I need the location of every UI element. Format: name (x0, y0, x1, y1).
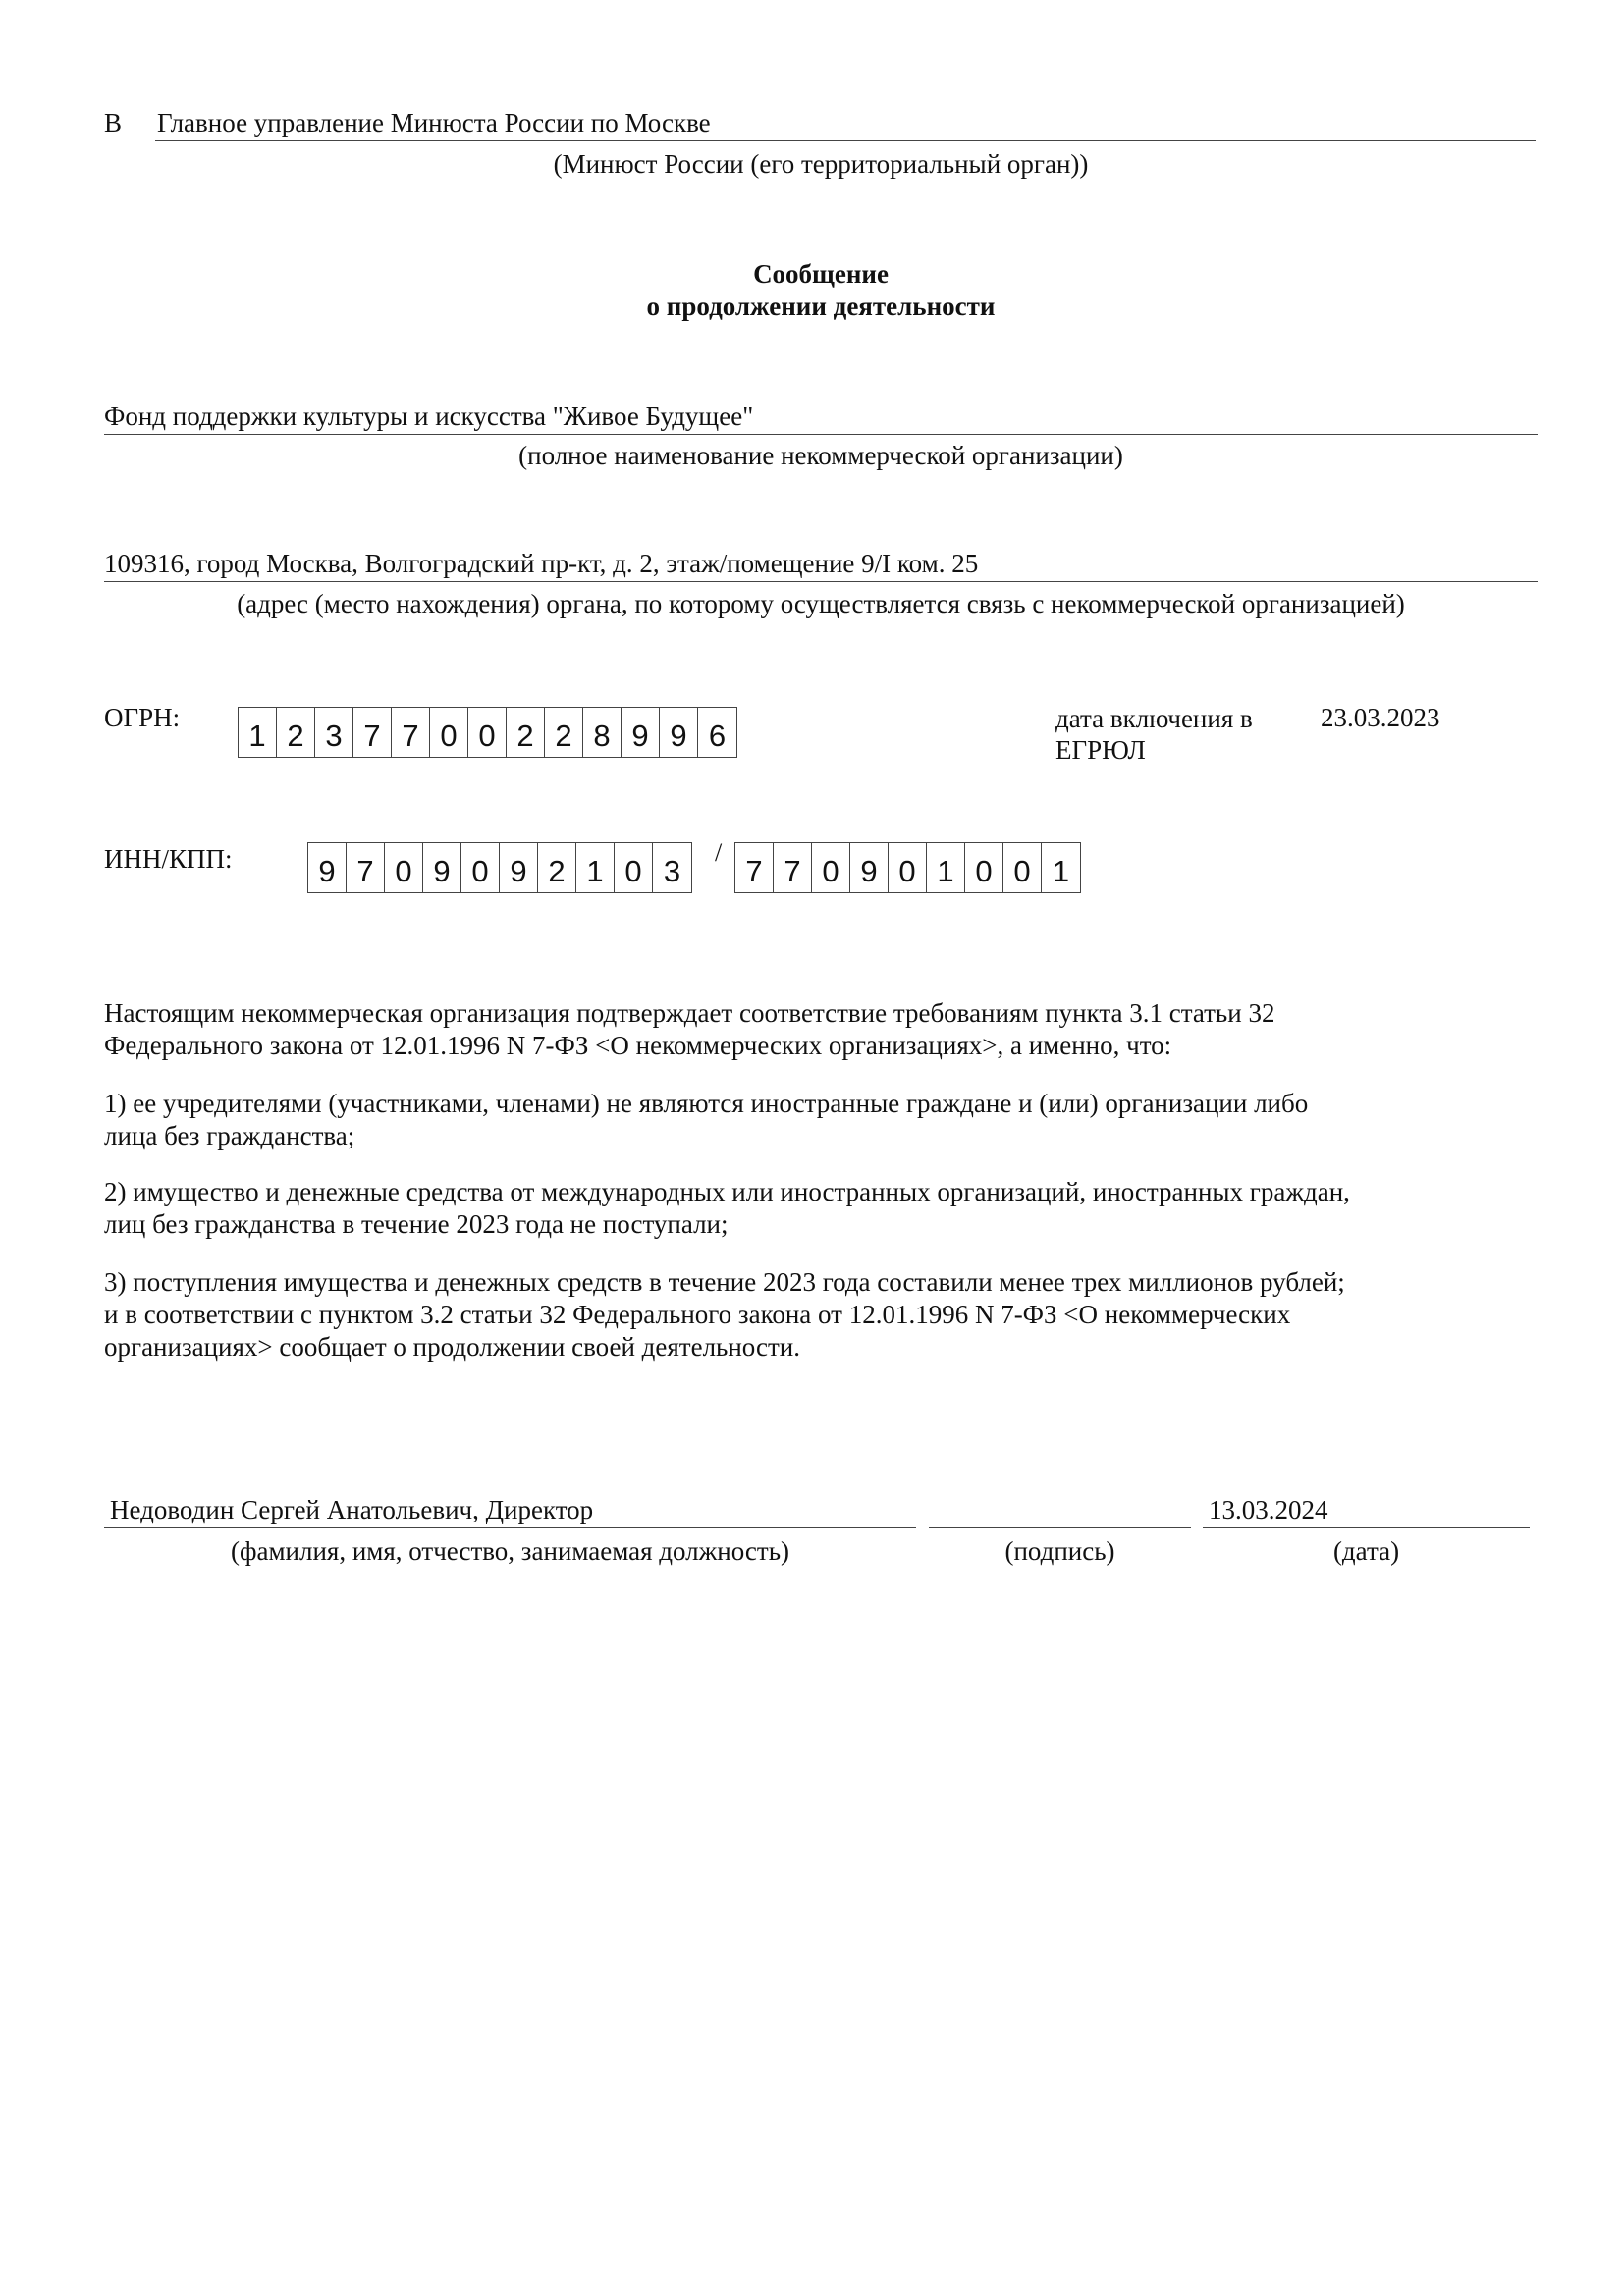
digit-cell: 0 (461, 843, 500, 892)
digit-cell: 1 (576, 843, 615, 892)
item-3-line: организациях> сообщает о продолжении своей деятельности. (104, 1332, 800, 1362)
digit-cell: 9 (850, 843, 889, 892)
digit-cell: 0 (1003, 843, 1042, 892)
signer-line (104, 1495, 916, 1528)
ogrn-cells (238, 707, 737, 758)
digit-cell: 7 (353, 708, 392, 757)
digit-cell: 9 (622, 708, 660, 757)
inn-kpp-separator: / (715, 838, 723, 867)
digit-cell: 2 (545, 708, 583, 757)
digit-cell: 9 (423, 843, 461, 892)
digit-cell: 1 (927, 843, 965, 892)
intro-line: Настоящим некоммерческая организация подтверждает соответствие требованиям пункта 3.1 статьи 32 (104, 998, 1275, 1028)
digit-cell: 2 (538, 843, 576, 892)
intro-paragraph (104, 997, 1538, 1062)
signer-name: Недоводин Сергей Анатольевич, Директор (110, 1495, 594, 1524)
digit-cell: 8 (583, 708, 622, 757)
digit-cell: 6 (708, 719, 727, 753)
recipient-line (155, 108, 1536, 141)
digit-cell: 7 (774, 843, 812, 892)
egrul-date-label (1055, 703, 1253, 766)
digit-cell: 0 (385, 843, 423, 892)
signature-line (929, 1495, 1191, 1528)
digit-cell: 7 (735, 843, 774, 892)
item-2-line: лиц без гражданства в течение 2023 года не поступали; (104, 1209, 729, 1239)
digit-cell: 9 (500, 843, 538, 892)
organization-address-caption: (адрес (место нахождения) органа, по которому осуществляется связь с некоммерческой организацией) (237, 589, 1405, 618)
item-2-paragraph (104, 1176, 1538, 1241)
signature-date: 13.03.2024 (1209, 1495, 1328, 1524)
intro-line: Федерального закона от 12.01.1996 N 7-ФЗ <О некоммерческих организациях>, а именно, что: (104, 1031, 1172, 1060)
kpp-cells (734, 842, 1081, 893)
signer-caption: (фамилия, имя, отчество, занимаемая должность) (230, 1536, 790, 1566)
digit-cell: 9 (308, 843, 347, 892)
organization-name-line (104, 401, 1538, 435)
egrul-date-value: 23.03.2023 (1321, 703, 1440, 732)
digit-cell: 0 (430, 708, 468, 757)
item-1-line: 1) ее учредителями (участниками, членами) не являются иностранные граждане и (или) организации либо (104, 1089, 1309, 1118)
document-title-line2: о продолжении деятельности (646, 292, 996, 321)
recipient-caption: (Минюст России (его территориальный орган)) (553, 149, 1089, 179)
ogrn-label: ОГРН: (104, 703, 181, 732)
organization-name-caption: (полное наименование некоммерческой организации) (518, 441, 1123, 470)
item-3-line: 3) поступления имущества и денежных средств в течение 2023 года составили менее трех миллионов рублей; (104, 1267, 1345, 1297)
digit-cell: 0 (468, 708, 507, 757)
item-2-line: 2) имущество и денежные средства от международных или иностранных организаций, иностранных граждан, (104, 1177, 1350, 1206)
digit-cell: 7 (347, 843, 385, 892)
digit-cell: 0 (812, 843, 850, 892)
recipient-prefix: В (104, 108, 123, 137)
digit-cell: 0 (889, 843, 927, 892)
egrul-date-label-line1: дата включения в (1055, 704, 1253, 733)
digit-cell: 2 (507, 708, 545, 757)
digit-cell: 3 (315, 708, 353, 757)
digit-cell: 0 (615, 843, 653, 892)
digit-cell: 2 (277, 708, 315, 757)
item-1-paragraph (104, 1088, 1538, 1152)
digit-cell: 0 (965, 843, 1003, 892)
signature-caption: (подпись) (1004, 1536, 1115, 1566)
digit-cell: 1 (239, 708, 277, 757)
organization-address: 109316, город Москва, Волгоградский пр-кт, д. 2, этаж/помещение 9/I ком. 25 (104, 549, 979, 578)
inn-cells (307, 842, 692, 893)
inn-kpp-label: ИНН/КПП: (104, 844, 233, 874)
organization-name: Фонд поддержки культуры и искусства "Живое Будущее" (104, 401, 754, 431)
signature-date-line (1203, 1495, 1530, 1528)
organization-address-line (104, 549, 1538, 582)
digit-cell: 1 (1052, 854, 1070, 888)
item-3-paragraph (104, 1266, 1538, 1363)
document-title-line1: Сообщение (753, 259, 889, 289)
egrul-date-label-line2: ЕГРЮЛ (1055, 735, 1146, 765)
date-caption: (дата) (1332, 1536, 1400, 1566)
item-1-line: лица без гражданства; (104, 1121, 355, 1150)
recipient-name: Главное управление Минюста России по Москве (157, 108, 711, 137)
digit-cell: 3 (663, 854, 681, 888)
item-3-line: и в соответствии с пунктом 3.2 статьи 32 Федерального закона от 12.01.1996 N 7-ФЗ <О некоммерческих (104, 1300, 1291, 1329)
digit-cell: 7 (392, 708, 430, 757)
digit-cell: 9 (660, 708, 698, 757)
